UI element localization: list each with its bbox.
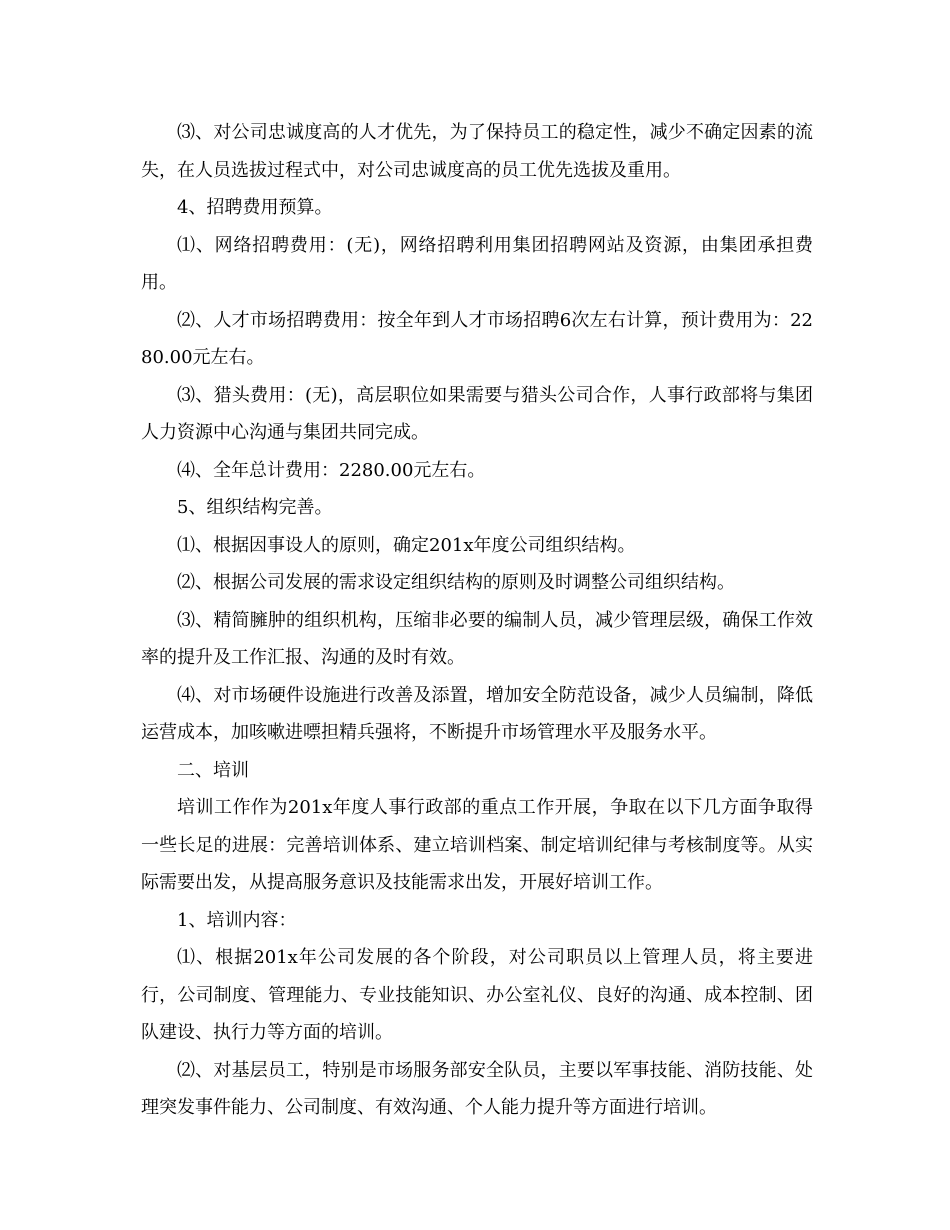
document-body — [141, 114, 813, 1127]
paragraph-loyalty-priority: ⑶、对公司忠诚度高的人才优先，为了保持员工的稳定性，减少不确定因素的流失，在人员选拔过程式中，对公司忠诚度高的员工优先选拔及重用。 — [141, 122, 813, 181]
heading-training-content: 1、培训内容： — [177, 909, 297, 931]
heading-organization-structure: 5、组织结构完善。 — [177, 497, 333, 518]
paragraph-online-recruitment-cost: ⑴、网络招聘费用：(无)，网络招聘利用集团招聘网站及资源，由集团承担费用。 — [141, 234, 813, 293]
paragraph-org-principle: ⑴、根据因事设人的原则，确定201x年度公司组织结构。 — [177, 534, 636, 556]
heading-training: 二、培训 — [177, 759, 249, 781]
paragraph-headhunter-cost: ⑶、猎头费用：(无)，高层职位如果需要与猎头公司合作，人事行政部将与集团人力资源中心沟通与集团共同完成。 — [141, 384, 813, 443]
paragraph-annual-total-cost: ⑷、全年总计费用：2280.00元左右。 — [177, 459, 486, 481]
paragraph-staff-training: ⑵、对基层员工，特别是市场服务部安全队员，主要以军事技能、消防技能、处理突发事件能力、公司制度、有效沟通、个人能力提升等方面进行培训。 — [141, 1059, 813, 1118]
paragraph-talent-market-cost: ⑵、人才市场招聘费用：按全年到人才市场招聘6次左右计算，预计费用为：2280.00元左右。 — [141, 309, 813, 368]
paragraph-market-facilities: ⑷、对市场硬件设施进行改善及添置，增加安全防范设备，减少人员编制，降低运营成本，加咳嗽进嘌担精兵强将，不断提升市场管理水平及服务水平。 — [141, 684, 813, 743]
heading-recruitment-budget: 4、招聘费用预算。 — [177, 197, 333, 218]
paragraph-training-overview: 培训工作作为201x年度人事行政部的重点工作开展，争取在以下几方面争取得一些长足的进展：完善培训体系、建立培训档案、制定培训纪律与考核制度等。从实际需要出发，从提高服务意识及技能需求出发，开展好培训工作。 — [141, 797, 813, 893]
paragraph-management-training: ⑴、根据201x年公司发展的各个阶段，对公司职员以上管理人员，将主要进行，公司制度、管理能力、专业技能知识、办公室礼仪、良好的沟通、成本控制、团队建设、执行力等方面的培训。 — [141, 947, 813, 1043]
paragraph-org-adjustment: ⑵、根据公司发展的需求设定组织结构的原则及时调整公司组织结构。 — [177, 572, 735, 593]
paragraph-org-streamline: ⑶、精简臃肿的组织机构，压缩非必要的编制人员，减少管理层级，确保工作效率的提升及工作汇报、沟通的及时有效。 — [141, 609, 813, 668]
